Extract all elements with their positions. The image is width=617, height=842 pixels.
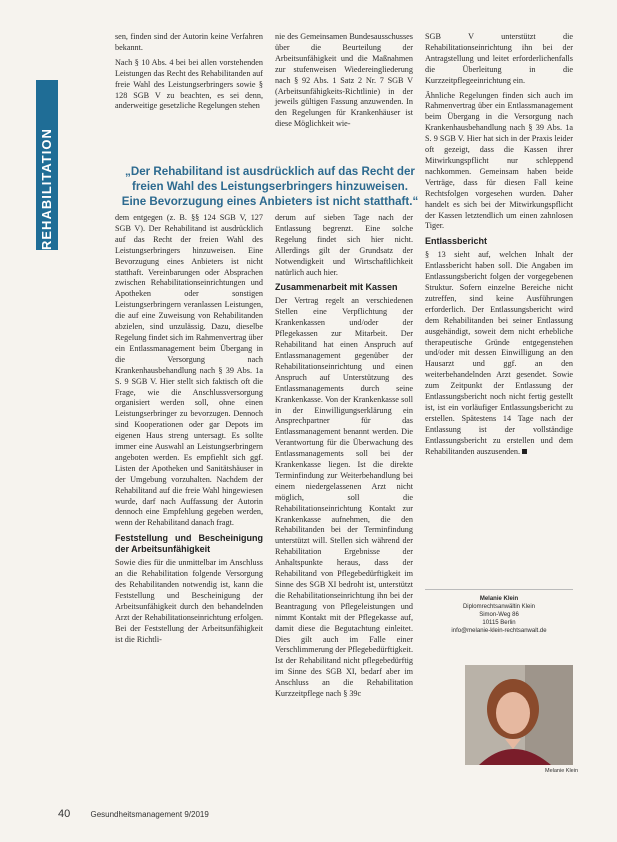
column-2-bottom	[275, 213, 413, 704]
paragraph: dem entgegen (z. B. §§ 124 SGB V, 127 SGB V). Der Rehabilitand ist ausdrücklich auf das Recht der freien Wahl des Leistungserbringers hinzuweisen. Eine Bevorzugung eines Anbieters ist nicht statthaft. Vereinbarungen oder Absprachen zwischen Rehabilitationseinrichtungen und Apotheken oder sonstigen Leistungserbringern veranlassen Leistungen, die auf eine Zuweisung von Rehabilitanden abzielen, sind unzulässig. Dazu, dieselbe Regelung findet sich im Rahmenvertrag über ein Entlassmanagement beim Übergang in die Versorgung nach Krankenhausbehandlung nach § 39 Abs. 1a S. 9 SGB V. Hier stellt sich faktisch oft die Frage, wie die Anschlussversorgung organisiert werden soll, ohne einen Leistungserbringer zu bevorzugen. Dennoch sind Kooperationen oder gar Depots im eigenen Haus streng untersagt. Es sollte immer eine Auswahl an Leistungserbringern angeboten werden. Es empfiehlt sich ggf. Listen der Apotheken und Sanitätshäuser in der Umgebung vorzuhalten. Nachdem der Rehabilitand auf die freie Wahl hingewiesen wurde, darf nach Auffassung der Autorin dennoch eine Empfehlung gegeben werden, wenn der Rehabilitand danach fragt.	[115, 213, 263, 528]
photo-caption: Melanie Klein	[545, 768, 579, 774]
paragraph: sen, finden sind der Autorin keine Verfahren bekannt.	[115, 32, 263, 52]
paragraph: nie des Gemeinsamen Bundesausschusses über die Beurteilung der Arbeitsunfähigkeit und die Maßnahmen zur stufenweisen Wiedereingliederung nach § 92 Abs. 1 Satz 2 Nr. 7 SGB V (Arbeitsunfähigkeits-Richtlinie) in der jeweils gültigen Fassung anzuwenden. In den Regelungen für Krankenhäuser ist diese Möglichkeit wie-	[275, 32, 413, 129]
divider	[425, 589, 573, 590]
paragraph: Der Vertrag regelt an verschiedenen Stellen eine Verpflichtung der Krankenkassen und/oder der Pflegekassen zur Mitarbeit. Der Rehabilitand hat einen Anspruch auf Entlassmanagement gegenüber der Rehabilitationseinrichtung und einen Anspruch auf Unterstützung des Entlassmanagements durch seine Krankenkasse. Von der Krankenkasse soll in der Einwilligungserklärung ein Ansprechpartner für das Entlassmanagement benannt werden. Die Verantwortung für die Überwachung des Entlassmanagements soll bei der Krankenkasse liegen. Ist die direkte Terminfindung zur Weiterbehandlung bei einem niedergelassenen Arzt nicht möglich, soll die Rehabilitationseinrichtung Kontakt zur Krankenkasse aufnehmen, die den Rehabilitanden bei der Terminfindung unterstützt will. Stellen sich während der Rehabilitation Ergebnisse der Anhaltspunkte heraus, dass der Rehabilitand von Pflegebedürftigkeit im Sinne des SGB XI bedroht ist, unterstützt die Rehabilitationseinrichtung ihn bei der Beantragung von Pflegeleistungen und nimmt Kontakt mit der Pflegekasse auf, damit diese die Begutachtung einleitet. Dies gilt auch im Falle einer Verschlimmerung der Pflegebedürftigkeit. Ist der Rehabilitand nicht pflegebedürftig im Sinne des SGB XI, bedarf aber im Anschluss an die Rehabilitation Kurzzeitpflege nach § 39c	[275, 296, 414, 699]
column-1-top	[115, 32, 263, 116]
heading-zusammenarbeit: Zusammenarbeit mit Kassen	[275, 282, 398, 293]
author-photo	[465, 665, 573, 765]
author-city: 10115 Berlin	[482, 620, 516, 626]
paragraph-text: § 13 sieht auf, welchen Inhalt der Entlassbericht haben soll. Die Angaben im Entlassungsbericht folgen der vorgegebenen Struktur. Sofern einzelne Bereiche nicht zutreffen, sind keine Ausführungen erforderlich. Der Entlassungsbericht wird dem Rehabilitanden bei seiner Entlassung ausgehändigt, soweit dem nicht erhebliche therapeutische Gründe entgegenstehen und/oder mit dessen Einwilligung an den Hausarzt und ggf. an den weiterbehandelnden Arzt gesendet. Sowie zum Zeitpunkt der Entlassung der Entlassungsbericht noch nicht fertig gestellt ist, ist ein vorläufiger Entlassungsbericht zu erstellen. Spätestens 14 Tage nach der Entlassung ist der vollständige Entlassungsbericht zu erstellen und dem Rehabilitanden auszusenden.	[425, 250, 573, 456]
heading-arbeitsunfaehigkeit: Feststellung und Bescheinigung der Arbeitsunfähigkeit	[115, 533, 263, 555]
author-name: Melanie Klein	[479, 596, 519, 602]
paragraph: Sowie dies für die unmittelbar im Anschluss an die Rehabilitation folgende Versorgung des Rehabilitanden notwendig ist, kann die Feststellung und Bescheinigung der Arbeitsunfähigkeit durch den behandelnden Arzt der Rehabilitationseinrichtung erfolgen. Bei der Feststellung der Arbeitsunfähigkeit ist die Richtli-	[115, 558, 263, 644]
author-box	[425, 595, 573, 635]
author-street: Simon-Weg 86	[479, 612, 519, 618]
end-mark-icon	[522, 449, 527, 454]
portrait-illustration	[465, 665, 573, 765]
column-1-bottom	[115, 213, 263, 650]
author-role: Diplomrechtsanwältin Klein	[462, 604, 536, 610]
paragraph: Ähnliche Regelungen finden sich auch im Rahmenvertrag über ein Entlassmanagement beim Übergang in die Versorgung nach Krankenhausbehandlung nach § 39 Abs. 1a S. 9 SGB V. Hier hat sich in der Praxis leider oft gezeigt, dass die Kassen ihrer Mitwirkungspflicht nur schleppend nachkommen. Gemeinsam haben beide Verträge, dass für diesen Fall keine Rechtsfolgen vorgesehen wurden. Daher handelt es sich bei der Mitwirkungspflicht der Kassen letztendlich um einen zahnlosen Tiger.	[425, 90, 573, 231]
column-3-top	[425, 32, 573, 462]
column-2-top	[275, 32, 413, 134]
paragraph: Nach § 10 Abs. 4 bei bei allen vorstehenden Leistungen das Recht des Rehabilitanden auf freie Wahl des Leistungserbringers sowie § 128 SGB V zu beachten, es sei denn, anderweitige gesetzliche Regelungen stehen	[115, 57, 263, 111]
paragraph: derum auf sieben Tage nach der Entlassung begrenzt. Eine solche Regelung findet sich hier nicht. Allerdings gilt der Grundsatz der Notwendigkeit und Wirtschaftlichkeit natürlich auch hier.	[275, 213, 413, 277]
page-number: 40	[58, 808, 71, 820]
journal-name: Gesundheitsmanagement 9/2019	[90, 810, 209, 819]
pull-quote: „Der Rehabilitand ist ausdrücklich auf das Recht der freien Wahl des Leistungserbringers hinzuweisen. Eine Bevorzugung eines Anbieters ist nicht statthaft.“	[121, 165, 419, 208]
heading-entlassbericht: Entlassbericht	[425, 236, 488, 247]
page-footer	[58, 808, 209, 820]
paragraph	[425, 250, 573, 457]
paragraph: SGB V unterstützt die Rehabilitationseinrichtung ihn bei der Antragstellung und leitet erforderlichenfalls die Überleitung in die Kurzzeitpflegeeinrichtung ein.	[425, 32, 573, 85]
author-email[interactable]: info@melanie-klein-rechtsanwalt.de	[451, 628, 547, 634]
